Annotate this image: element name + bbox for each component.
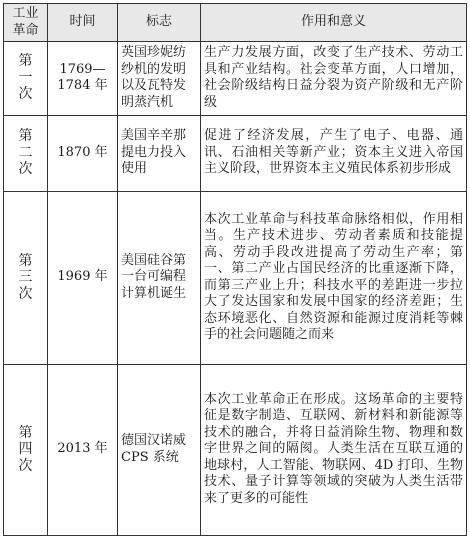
- header-revolution-label: 工业革命: [12, 6, 39, 38]
- industrial-revolution-table-container: [3, 3, 467, 534]
- revolution-name: [4, 115, 48, 191]
- revolution-sign: 美国辛辛那提电力投入使用: [118, 115, 201, 191]
- revolution-sign: 英国珍妮纺纱机的发明以及瓦特发明蒸汽机: [118, 41, 201, 115]
- industrial-revolution-table: [3, 3, 467, 536]
- table-row: [4, 191, 467, 364]
- revolution-significance: 本次工业革命正在形成。这场革命的主要特征是数字制造、互联网、新材料和新能源等技术的融合，并将日益消除生物、物理和数字世界之间的隔阂。人类生活在互联互通的地球村，人工智能、物联网、4D 打印、生物技术、量子计算等领域的突破为人类生活带来了更多的可能性: [201, 364, 467, 535]
- revolution-significance: 生产力发展方面，改变了生产技术、劳动工具和产业结构。社会变革方面，人口增加，社会阶级结构日益分裂为资产阶级和无产阶级: [201, 41, 467, 115]
- table-row: [4, 41, 467, 115]
- header-time: 时间: [48, 4, 118, 42]
- revolution-time: 1969 年: [48, 191, 118, 364]
- table-row: [4, 115, 467, 191]
- table-header-row: [4, 4, 467, 42]
- header-significance: 作用和意义: [201, 4, 467, 42]
- revolution-time: 1870 年: [48, 115, 118, 191]
- revolution-name: [4, 41, 48, 115]
- revolution-name-text: 第四次: [18, 424, 33, 474]
- revolution-significance: 促进了经济发展，产生了电子、电器、通讯、石油相关等新产业；资本主义进入帝国主义阶段，世界资本主义殖民体系初步形成: [201, 115, 467, 191]
- revolution-sign: 德国汉诺威 CPS 系统: [118, 364, 201, 535]
- revolution-sign: 美国硅谷第一台可编程计算机诞生: [118, 191, 201, 364]
- header-sign: 标志: [118, 4, 201, 42]
- revolution-name: [4, 364, 48, 535]
- header-revolution: [4, 4, 48, 42]
- revolution-time: 2013 年: [48, 364, 118, 535]
- revolution-name: [4, 191, 48, 364]
- revolution-name-text: 第一次: [18, 53, 33, 103]
- revolution-name-text: 第三次: [18, 252, 33, 302]
- table-row: [4, 364, 467, 535]
- revolution-name-text: 第二次: [18, 128, 33, 178]
- revolution-significance: 本次工业革命与科技革命脉络相似，作用相当。生产技术进步、劳动者素质和技能提高、劳动手段改进提高了劳动生产率；第一、第二产业占国民经济的比重逐渐下降，而第三产业上升；科技水平的差距进一步拉大了发达国家和发展中国家的经济差距；生态环境恶化、自然资源和能源过度消耗等棘手的社会问题随之而来: [201, 191, 467, 364]
- revolution-time: 1769—1784 年: [48, 41, 118, 115]
